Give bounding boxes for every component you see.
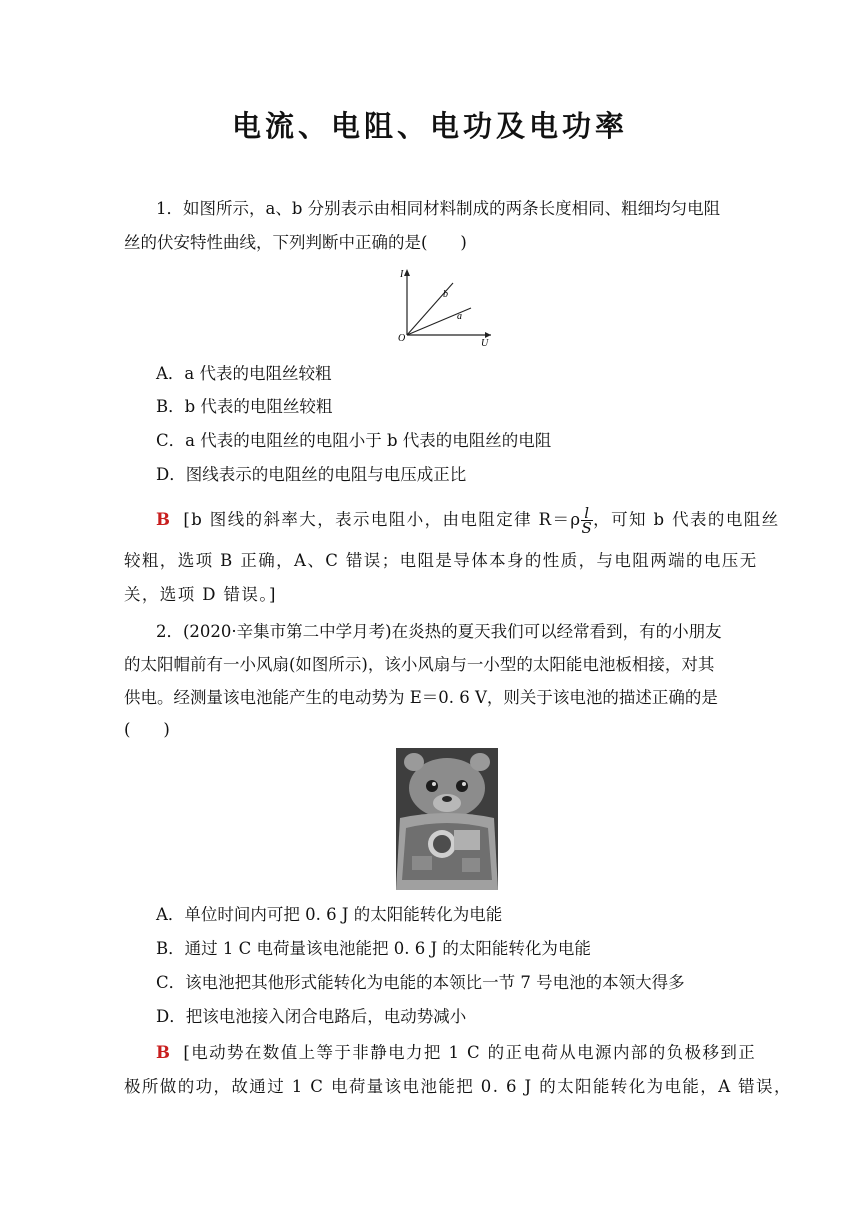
origin-label: O <box>398 333 406 344</box>
q2-option-c: C．该电池把其他形式能转化为电能的本领比一节 7 号电池的本领大得多 <box>156 973 685 992</box>
q1-explanation-line1 <box>156 504 780 537</box>
q1-option-a: A．a 代表的电阻丝较粗 <box>156 364 332 383</box>
q1-answer: B <box>156 510 172 529</box>
y-axis-arrow <box>404 269 410 276</box>
q2-stem-line3: 供电。经测量该电池能产生的电动势为 E＝0. 6 V，则关于该电池的描述正确的是 <box>124 688 718 707</box>
q2-option-b: B．通过 1 C 电荷量该电池能把 0. 6 J 的太阳能转化为电能 <box>156 939 591 958</box>
q2-stem-line4: ( ) <box>124 720 170 739</box>
q1-explanation-line3: 关，选项 D 错误。] <box>124 585 277 604</box>
y-axis-label: I <box>400 269 404 280</box>
hat-illustration <box>396 748 498 890</box>
q2-explanation-line2: 极所做的功，故通过 1 C 电荷量该电池能把 0. 6 J 的太阳能转化为电能，A 错误， <box>124 1077 792 1096</box>
fraction-numerator: l <box>581 506 593 521</box>
resistivity-fraction <box>581 506 593 535</box>
fraction-denominator: S <box>581 519 594 537</box>
q2-explanation-line1 <box>156 1042 776 1064</box>
q1-explain-part2: ，可知 b 代表的电阻丝 <box>593 510 780 529</box>
line-b-label: b <box>443 289 448 300</box>
q2-stem-line1: 2．(2020·辛集市第二中学月考)在炎热的夏天我们可以经常看到，有的小朋友 <box>156 622 722 641</box>
q1-option-c: C．a 代表的电阻丝的电阻小于 b 代表的电阻丝的电阻 <box>156 431 552 450</box>
page-title: 电流、电阻、电功及电功率 <box>231 109 628 143</box>
iu-graph <box>395 265 495 349</box>
q1-explanation-line2: 较粗，选项 B 正确，A、C 错误；电阻是导体本身的性质，与电阻两端的电压无 <box>124 551 758 570</box>
q1-option-d: D．图线表示的电阻丝的电阻与电压成正比 <box>156 465 467 484</box>
q1-stem-line2: 丝的伏安特性曲线，下列判断中正确的是( ) <box>124 233 467 252</box>
q2-answer: B <box>156 1043 172 1062</box>
line-a-label: a <box>457 311 462 322</box>
q2-option-d: D．把该电池接入闭合电路后，电动势减小 <box>156 1007 467 1026</box>
q1-option-b: B．b 代表的电阻丝较粗 <box>156 397 333 416</box>
x-axis-label: U <box>481 338 489 349</box>
q1-explain-part1: [b 图线的斜率大，表示电阻小，由电阻定律 R＝ρ <box>183 510 582 529</box>
q1-stem-line1: 1．如图所示，a、b 分别表示由相同材料制成的两条长度相同、粗细均匀电阻 <box>156 199 721 218</box>
q2-explain-part1: [电动势在数值上等于非静电力把 1 C 的正电荷从电源内部的负极移到正 <box>183 1043 757 1062</box>
solar-hat-photo <box>396 748 498 890</box>
q2-stem-line2: 的太阳帽前有一小风扇(如图所示)，该小风扇与一小型的太阳能电池板相接，对其 <box>124 655 715 674</box>
q2-option-a: A．单位时间内可把 0. 6 J 的太阳能转化为电能 <box>156 905 503 924</box>
